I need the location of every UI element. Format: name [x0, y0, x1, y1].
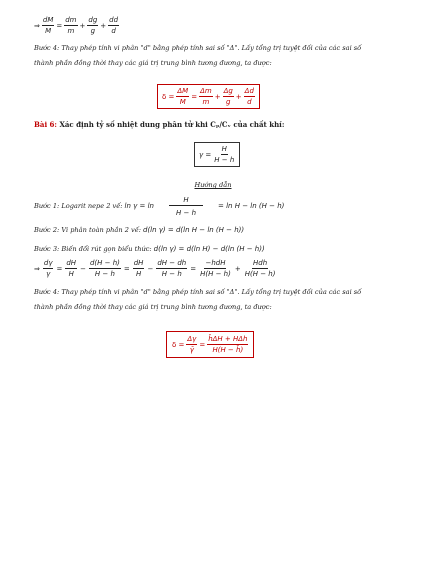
exercise-number: Bài 6: [34, 120, 58, 129]
exercise-heading [34, 120, 284, 131]
fraction: $\frac{\text{Hdh}}{H(H - h)}$ [244, 259, 276, 278]
exercise-title: Xác định tỷ số nhiệt dung phân tử khi Cₚ/Cᵥ của chất khí: [59, 120, 285, 129]
fraction: $\frac{H}{H - h}$ [214, 145, 235, 164]
fraction: $\frac{\Delta g}{g}$ [223, 87, 233, 106]
fraction: $\frac{\Delta d}{d}$ [244, 87, 254, 106]
implies-arrow: ⇒ [34, 264, 40, 273]
gamma-formula-box: γ = $\frac{H}{H - h}$ [194, 142, 240, 167]
equation-d-gamma: ⇒ $\frac{d\gamma}{\gamma}$ = $\frac{dH}{H}$ − $\frac{d(H - h)}{H - h}$ = $\frac{dH}{H}$ − $\frac{dH - dh}{H - h}$ = $\frac{\text{−hdH}}{H(H - h)}$ + $\frac{\text{Hdh}}{H(H - h)}$ [34, 259, 276, 278]
fraction: $\frac{\Delta\gamma}{\gammā}$ [187, 335, 197, 354]
step2-line: Bước 2: Vi phân toàn phần 2 vế: d(ln γ) = d(ln H − ln (H − h)) [34, 226, 245, 234]
fraction: $\frac{H}{H - h}$ [162, 196, 210, 217]
fraction: $\frac{d(H - h)}{H - h}$ [89, 259, 120, 278]
fraction: $\frac{\text{−hdH}}{H(H - h)}$ [200, 259, 231, 278]
fraction: $\frac{dH}{H}$ [66, 259, 77, 278]
fraction: $\frac{dH}{H}$ [133, 259, 144, 278]
fraction: $\frac{\Delta M}{M}$ [177, 87, 189, 106]
equation-dM-over-M: ⇒ $\frac{dM}{M}$ = $\frac{dm}{m}$ + $\frac{dg}{g}$ + $\frac{dd}{d}$ [34, 16, 119, 35]
step3-line: Bước 3: Biến đổi rút gọn biểu thức: d(ln γ) = d(ln H) − d(ln (H − h)) [34, 245, 265, 253]
result-formula-box-b: δ = $\frac{\Delta\gamma}{\gammā}$ = $\frac{\text{h̄ΔH + HΔh}}{H(H - h̄)}$ [166, 331, 254, 358]
fraction: $\frac{d\gamma}{\gamma}$ [43, 259, 53, 278]
implies-arrow: ⇒ [34, 21, 40, 30]
fraction: $\frac{dM}{M}$ [42, 16, 54, 35]
fraction: $\frac{dm}{m}$ [65, 16, 77, 35]
step4-paragraph-b: Bước 4: Thay phép tính vi phân "d" bằng phép tính sai số "Δ". Lấy tổng trị tuyệt đối của các sai số thành phần đồng thời thay các giá trị trung bình tương đương, ta được: [34, 288, 362, 311]
fraction: $\frac{\Delta m}{m}$ [200, 87, 212, 106]
fraction: $\frac{dd}{d}$ [109, 16, 119, 35]
guide-heading: Hướng dẫn [194, 181, 232, 189]
fraction: $\frac{\text{h̄ΔH + HΔh}}{H(H - h̄)}$ [208, 335, 248, 354]
fraction: $\frac{dg}{g}$ [88, 16, 98, 35]
fraction: $\frac{dH - dh}{H - h}$ [157, 259, 187, 278]
result-formula-box-a: δ = $\frac{\Delta M}{M}$ = $\frac{\Delta m}{m}$ + $\frac{\Delta g}{g}$ + $\frac{\Delta d}{d}$ [157, 84, 260, 109]
step4-paragraph-a: Bước 4: Thay phép tính vi phân "d" bằng phép tính sai số "Δ". Lấy tổng trị tuyệt đối của các sai số thành phần đồng thời thay các giá trị trung bình tương đương, ta được: [34, 44, 362, 67]
step1-line: Bước 1: Logarit nepe 2 vế: ln γ = ln $\frac{H}{H - h}$ = ln H − ln (H − h) [34, 196, 285, 217]
